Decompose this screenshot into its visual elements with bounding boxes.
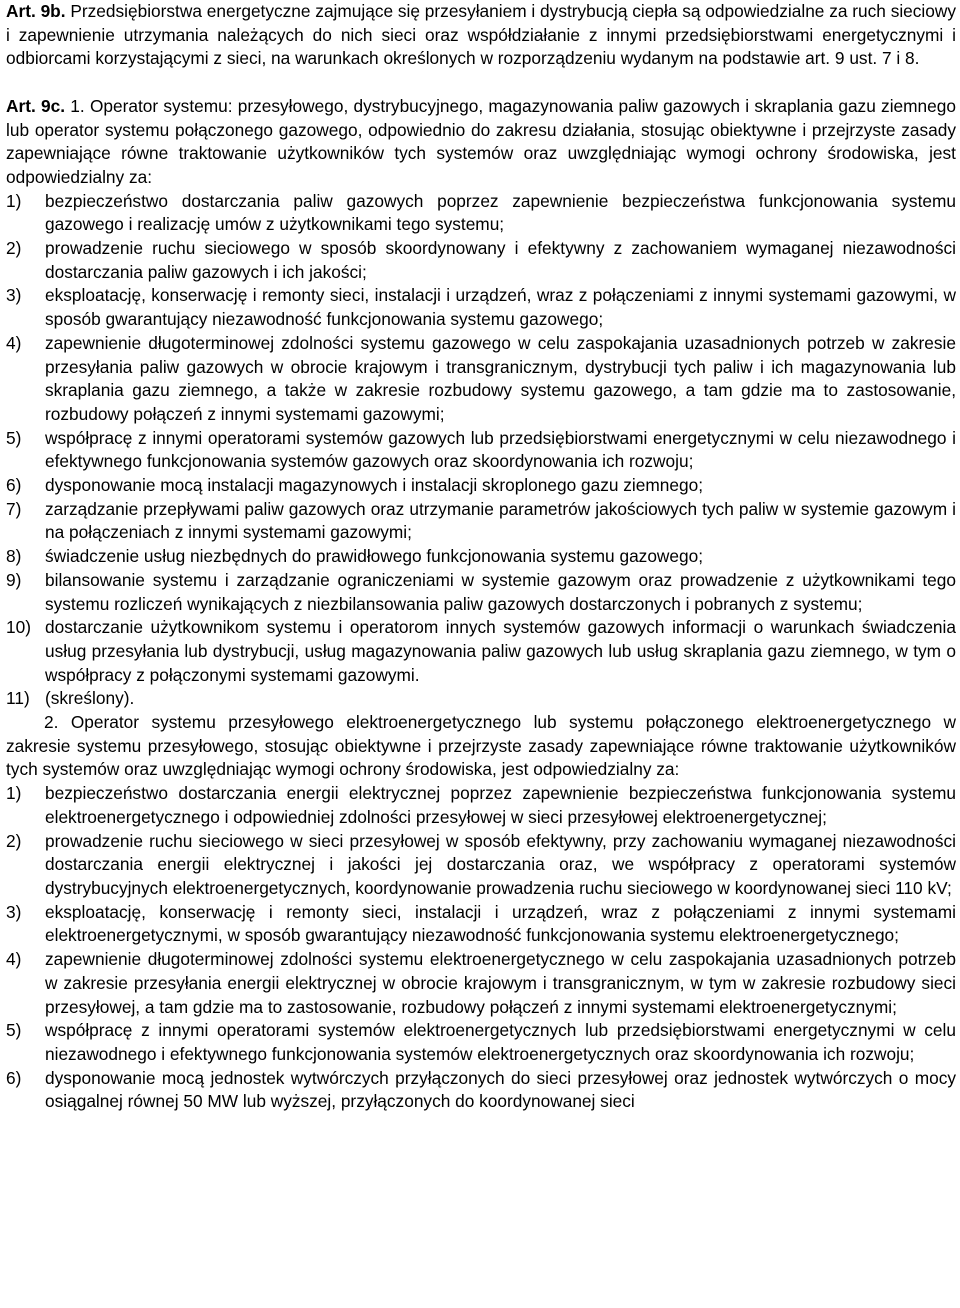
list-item (6, 1067, 956, 1114)
list-item (6, 545, 956, 569)
ust1-number: 1. (70, 95, 85, 116)
ust2-intro-text: Operator systemu przesyłowego elektroenergetycznego lub systemu połączonego elektroenergetycznego w zakresie systemu przesyłowego, stosując obiektywne i przejrzyste zasady zapewniające równe traktowanie użytkowników tych systemów oraz uwzględniając wymogi ochrony środowiska, jest odpowiedzialny za: (6, 712, 956, 780)
item-number: 5) (6, 427, 22, 448)
list-item (6, 498, 956, 545)
ust2-number: 2. (44, 712, 59, 733)
article-9c-label: Art. 9c. (6, 95, 66, 116)
item-text: prowadzenie ruchu sieciowego w sposób skoordynowany i efektywny z zachowaniem wymaganej niezawodności dostarczania paliw gazowych i ich jakości; (45, 238, 956, 282)
item-text: bezpieczeństwo dostarczania energii elektrycznej poprzez zapewnienie bezpieczeństwa funkcjonowania systemu elektroenergetycznego i odpowiedniej zdolności przesyłowej w sieci przesyłowej elektroenergetycznej; (45, 783, 956, 827)
list-item (6, 474, 956, 498)
item-text: dysponowanie mocą instalacji magazynowych i instalacji skroplonego gazu ziemnego; (45, 475, 704, 496)
article-9b-text: Przedsiębiorstwa energetyczne zajmujące się przesyłaniem i dystrybucją ciepła są odpowiedzialne za ruch sieciowy i zapewnienie utrzymania należących do nich sieci oraz współdziałanie z innymi przedsiębiorstwami energetycznymi i odbiorcami korzystającymi z sieci, na warunkach określonych w rozporządzeniu wydanym na podstawie art. 9 ust. 7 i 8. (6, 1, 957, 69)
list-item (6, 237, 956, 284)
item-text: prowadzenie ruchu sieciowego w sieci przesyłowej w sposób efektywny, przy zachowaniu wymaganej niezawodności dostarczania energii elektrycznej i jakości jej dostarczania oraz, we współpracy z operatorami systemów dystrybucyjnych elektroenergetycznych, koordynowanie prowadzenia ruchu sieciowego w koordynowanej sieci 110 kV; (45, 830, 956, 898)
list-item (6, 1019, 956, 1066)
item-text: współpracę z innymi operatorami systemów gazowych lub przedsiębiorstwami energetycznymi w celu niezawodnego i efektywnego funkcjonowania systemów gazowych oraz skoordynowania ich rozwoju; (45, 427, 956, 472)
ust2-item-list (6, 782, 956, 1114)
list-item (6, 616, 956, 687)
article-9b (6, 0, 956, 71)
item-number: 3) (6, 285, 22, 306)
list-item (6, 948, 956, 1019)
item-text: zarządzanie przepływami paliw gazowych oraz utrzymanie parametrów jakościowych tych paliw w systemie gazowym i na połączeniach z innymi systemami gazowymi; (45, 498, 956, 543)
ust1-item-list (6, 190, 956, 711)
item-number: 8) (6, 546, 22, 567)
item-number: 2) (6, 830, 22, 851)
ust1-intro-text: Operator systemu: przesyłowego, dystrybucyjnego, magazynowania paliw gazowych i skraplania gazu ziemnego lub operator systemu połączonego gazowego, odpowiednio do zakresu działania, stosując obiektywne i przejrzyste zasady zapewniające równe traktowanie użytkowników tych systemów oraz uwzględniając wymogi ochrony środowiska, jest odpowiedzialny za: (6, 95, 956, 187)
article-9c-ust1-intro (6, 95, 956, 190)
item-text: (skreślony). (45, 688, 135, 709)
item-number: 10) (6, 617, 31, 638)
item-number: 6) (6, 475, 22, 496)
item-text: zapewnienie długoterminowej zdolności systemu gazowego w celu zaspokajania uzasadnionych potrzeb w zakresie przesyłania paliw gazowych w obrocie krajowym i transgranicznym, dystrybucji tych paliw i ich magazynowania lub skraplania gazu ziemnego, a także w zakresie rozbudowy systemu gazowego, a tam gdzie ma to zastosowanie, rozbudowy połączeń z innymi systemami gazowymi; (45, 332, 956, 424)
item-text: bezpieczeństwo dostarczania paliw gazowych poprzez zapewnienie bezpieczeństwa funkcjonowania systemu gazowego i realizację umów z użytkownikami tego systemu; (45, 190, 956, 235)
list-item (6, 830, 956, 901)
item-number: 11) (6, 688, 30, 709)
item-number: 5) (6, 1020, 22, 1041)
item-number: 6) (6, 1067, 22, 1088)
article-9b-label: Art. 9b. (6, 1, 66, 21)
item-text: eksploatację, konserwację i remonty sieci, instalacji i urządzeń, wraz z połączeniami z innymi systemami elektroenergetycznymi, w sposób gwarantujący niezawodność funkcjonowania systemu elektroenergetycznego; (45, 901, 956, 946)
list-item (6, 332, 956, 427)
item-text: współpracę z innymi operatorami systemów elektroenergetycznych lub przedsiębiorstwami energetycznymi w celu niezawodnego i efektywnego funkcjonowania systemów elektroenergetycznych oraz skoordynowania ich rozwoju; (45, 1020, 956, 1064)
item-number: 1) (6, 783, 22, 804)
article-9c-ust2-intro (6, 711, 956, 782)
list-item (6, 687, 956, 711)
item-text: zapewnienie długoterminowej zdolności systemu elektroenergetycznego w celu zaspokajania uzasadnionych potrzeb w zakresie przesyłania energii elektrycznej w obrocie krajowym i transgranicznym, w tym w zakresie rozbudowy sieci przesyłowej, a tam gdzie ma to zastosowanie, rozbudowy połączeń z innymi systemami elektroenergetycznymi; (45, 949, 956, 1017)
list-item (6, 782, 956, 829)
item-number: 4) (6, 949, 22, 970)
paragraph-gap (6, 71, 956, 95)
item-number: 7) (6, 498, 22, 519)
list-item (6, 284, 956, 331)
item-text: eksploatację, konserwację i remonty sieci, instalacji i urządzeń, wraz z połączeniami z innymi systemami gazowymi, w sposób gwarantujący niezawodność funkcjonowania systemu gazowego; (45, 285, 956, 330)
list-item (6, 190, 956, 237)
item-number: 1) (6, 190, 22, 211)
item-number: 4) (6, 332, 22, 353)
list-item (6, 901, 956, 948)
item-text: dostarczanie użytkownikom systemu i operatorom innych systemów gazowych informacji o warunkach świadczenia usług przesyłania lub dystrybucji, usług magazynowania paliw gazowych lub usług skraplania gazu ziemnego, w tym o współpracy z połączonymi systemami gazowymi. (45, 617, 956, 685)
document-page (6, 0, 956, 1114)
item-number: 9) (6, 569, 22, 590)
item-number: 3) (6, 901, 22, 922)
item-text: dysponowanie mocą jednostek wytwórczych przyłączonych do sieci przesyłowej oraz jednostek wytwórczych o mocy osiągalnej równej 50 MW lub wyższej, przyłączonych do koordynowanej sieci (45, 1067, 956, 1112)
item-number: 2) (6, 238, 22, 259)
item-text: świadczenie usług niezbędnych do prawidłowego funkcjonowania systemu gazowego; (45, 546, 704, 567)
list-item (6, 427, 956, 474)
item-text: bilansowanie systemu i zarządzanie ograniczeniami w systemie gazowym oraz prowadzenie z użytkownikami tego systemu rozliczeń wynikających z niezbilansowania paliw gazowych dostarczonych i pobranych z systemu; (45, 569, 956, 614)
list-item (6, 569, 956, 616)
